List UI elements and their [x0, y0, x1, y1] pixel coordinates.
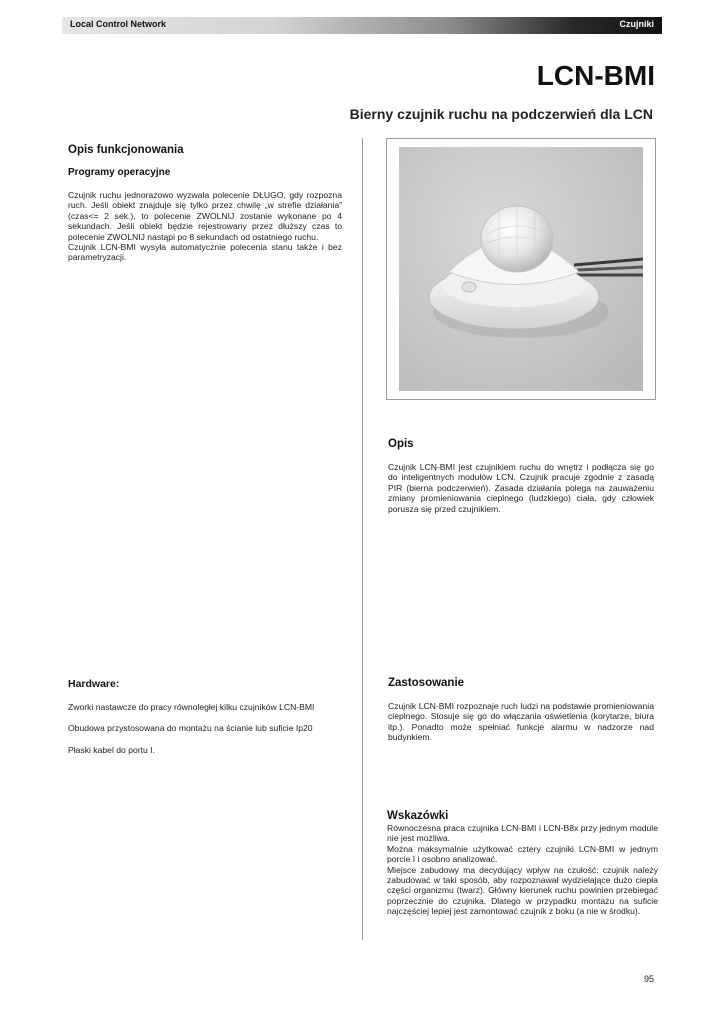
- list-item: Obudowa przystosowana do montażu na ścianie lub suficie Ip20: [68, 723, 313, 734]
- section-heading: Opis funkcjonowania: [68, 144, 184, 156]
- section-heading: Zastosowanie: [388, 677, 465, 689]
- paragraph: Czujnik ruchu jednorazowo wyzwala polecenie DŁUGO, gdy rozpozna ruch. Jeśli obiekt znajduje się tylko przez chwilę „w strefie działania” (czas<= 2 sek.), to polecenie ZWOLNIJ zostanie wykonane po 4 sekundach. Jeśli obiekt będzie rejestrowany przez dłuższy czas to polecenie ZWOLNIJ nastąpi po 8 sekundach od ostatniego ruchu.: [68, 190, 342, 242]
- document-subtitle: Bierny czujnik ruchu na podczerwień dla LCN: [349, 106, 653, 122]
- section-heading: Opis: [388, 438, 414, 450]
- paragraph: Miejsce zabudowy ma decydujący wpływ na czułość: czujnik należy zabudować w taki sposób, aby rozpoznawał wydzielające dużo ciepła części organizmu (twarz). Główny kierunek ruchu powinien przebiegać poprzecznie do czujnika. Dlatego w przypadku montażu na suficie najczęściej lepiej jest zamontować czujnik z boku (a nie w środku).: [387, 864, 658, 917]
- section-opis: [388, 438, 654, 514]
- section-hardware: [68, 678, 342, 755]
- product-photo-frame: [386, 138, 656, 400]
- section-opis-funkcjonowania: [68, 144, 342, 263]
- motion-sensor-photo: [399, 147, 643, 391]
- list-item: Płaski kabel do portu I.: [68, 744, 155, 755]
- paragraph: Czujnik LCN-BMI rozpoznaje ruch ludzi na podstawie promieniowania cieplnego. Stosuje się go do włączania oświetlenia (korytarze, biura itp.). Ponadto może spełniać funkcje alarmu w nadzorze nad budynkiem.: [388, 701, 654, 743]
- header-left-label: Local Control Network: [70, 19, 167, 29]
- list-item: Zworki nastawcze do pracy równoległej kilku czujników LCN-BMI: [68, 702, 315, 712]
- section-heading: Wskazówki: [387, 810, 449, 822]
- motion-sensor-icon: [399, 147, 643, 391]
- header-bar: [62, 17, 662, 34]
- section-subheading: Programy operacyjne: [68, 167, 171, 178]
- paragraph: Czujnik LCN-BMI jest czujnikiem ruchu do wnętrz i podłącza się go do inteligentnych modułów LCN. Czujnik pracuje zgodnie z zasadą PIR (bierna podczerwień). Zasada działania polega na zauważeniu zmiany promieniowania cieplnego (ludzkiego) ciała, gdy człowiek porusza się przed czujnikiem.: [388, 462, 654, 514]
- paragraph: Czujnik LCN-BMI wysyła automatycznie polecenia stanu także i bez parametryzacji.: [68, 242, 342, 263]
- paragraph: Równoczesna praca czujnika LCN-BMI i LCN-B8x przy jednym module nie jest możliwa.: [387, 823, 658, 844]
- document-title: LCN-BMI: [536, 60, 655, 91]
- section-zastosowanie: [388, 677, 654, 743]
- section-heading: Hardware:: [68, 678, 120, 690]
- paragraph: Można maksymalnie użytkować cztery czujniki LCN-BMI w jednym porcie I i osobno analizować.: [387, 843, 658, 865]
- header-right-label: Czujniki: [619, 19, 654, 29]
- section-wskazowki: [387, 810, 658, 917]
- page-number: 95: [643, 974, 654, 984]
- column-divider: [362, 138, 363, 940]
